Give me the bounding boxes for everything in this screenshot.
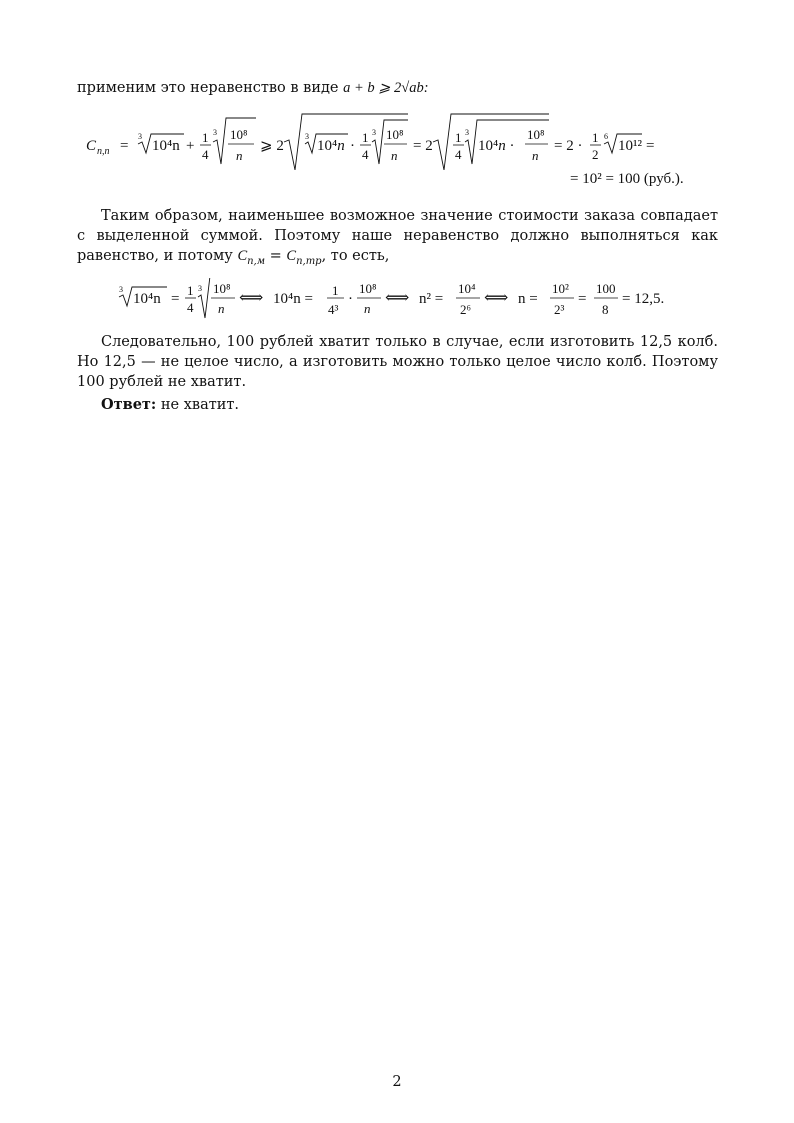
formula1-eq4: = (646, 138, 655, 154)
paragraph-1-formula-c2: C (286, 248, 297, 264)
radical-sign-3 (284, 114, 408, 170)
formula1-dot: · (350, 138, 355, 154)
paragraph-1-formula-c1: C (237, 248, 248, 264)
formula2-iff-3: ⟺ (484, 288, 509, 307)
formula2-frac5-num: 10⁴ (458, 281, 476, 296)
formula2-radicand: 10⁴n (133, 291, 161, 307)
answer-label: Ответ: (101, 396, 157, 413)
svg-text:4: 4 (362, 147, 369, 162)
formula2-frac7-num: 100 (596, 281, 616, 296)
formula1-lhs-sub: n,п (97, 146, 110, 157)
formula1-frac3-num: 1 (592, 130, 599, 145)
formula1-frac1-num: 1 (202, 130, 209, 145)
formula1-eq2: = 2 (413, 138, 433, 154)
formula2-frac7-den: 8 (602, 302, 609, 317)
formula2-frac-den: 4 (187, 300, 194, 315)
paragraph-1-formula-sub2: n,тр (296, 255, 322, 267)
formula1-frac3-den: 2 (592, 147, 599, 162)
formula1-lhs: C (86, 138, 97, 154)
formula1-sixth-index: 6 (604, 132, 608, 141)
formula2-frac4-den: n (364, 301, 371, 316)
formula2-frac3-num: 1 (332, 283, 339, 298)
formula2-frac3-den: 4³ (328, 302, 339, 317)
formula2-cbrt-index: 3 (119, 285, 123, 294)
paragraph-1-formula-sub1: n,м (247, 255, 266, 267)
formula1-geq: ⩾ 2 (260, 138, 284, 154)
paragraph-1-formula-eq: = (265, 248, 287, 264)
formula2-frac4-num: 10⁸ (359, 281, 377, 296)
paragraph-2: Следовательно, 100 рублей хватит только в случае, если изготовить 12,5 колб. Но 12,5 — не целое число, а изготовить можно только целое число колб. Поэтому 100 рублей не хватит. (77, 334, 718, 390)
formula2-frac6-num: 10² (552, 281, 569, 296)
paragraph-1-text: Таким образом, наименьшее возможное значение стоимости заказа совпадает с выделенной суммой. Поэтому наше неравенство должно выполняться как равенство, и потому (77, 208, 718, 264)
formula2-eq2: = (578, 291, 587, 307)
answer-text: не хватит. (156, 397, 240, 413)
svg-text:10⁸: 10⁸ (527, 127, 545, 142)
formula2-frac2-den: n (218, 301, 225, 316)
formula2-eq: = (171, 291, 180, 307)
svg-text:3: 3 (305, 132, 309, 141)
formula1-eq1: = (120, 138, 129, 154)
formula2-frac-num: 1 (187, 283, 194, 298)
formula2-frac5-den: 2⁶ (460, 302, 472, 317)
formula2-dot: · (348, 291, 353, 307)
formula2-part2: 10⁴n = (273, 291, 313, 307)
svg-text:1: 1 (362, 130, 369, 145)
intro-formula: a + b ⩾ 2√ab: (343, 80, 429, 96)
intro-line (77, 78, 429, 98)
formula1-radicand-last: 10¹² (618, 138, 642, 154)
formula1-eq3: = 2 · (554, 138, 583, 154)
formula1-frac1-den: 4 (202, 147, 209, 162)
svg-text:1: 1 (455, 130, 462, 145)
svg-text:3: 3 (198, 284, 202, 293)
formula2-result: = 12,5. (622, 291, 665, 307)
formula2-part3: n² = (419, 291, 444, 307)
svg-text:3: 3 (372, 128, 376, 137)
intro-text: применим это неравенство в виде (77, 80, 344, 96)
formula2-iff-1: ⟺ (239, 288, 264, 307)
svg-text:3: 3 (213, 128, 217, 137)
svg-text:3: 3 (465, 128, 469, 137)
svg-text:4: 4 (455, 147, 462, 162)
svg-text:10⁴n: 10⁴n (317, 138, 345, 154)
paragraph-1 (77, 206, 718, 272)
svg-text:10⁸: 10⁸ (386, 127, 404, 142)
svg-text:n: n (532, 148, 539, 163)
page-number: 2 (392, 1074, 402, 1090)
formula1-cbrt-index: 3 (138, 132, 142, 141)
formula-1 (80, 112, 720, 170)
answer-line (101, 395, 239, 415)
formula1-frac2-num: 10⁸ (230, 127, 248, 142)
formula2-frac6-den: 2³ (554, 302, 565, 317)
formula-2 (115, 278, 675, 328)
svg-text:n: n (391, 148, 398, 163)
formula2-iff-2: ⟺ (385, 288, 410, 307)
formula1-radicand1: 10⁴n (152, 138, 180, 154)
svg-text:10⁴n ·: 10⁴n · (478, 138, 515, 154)
formula1-plus: + (186, 138, 195, 154)
paragraph-1-tail: , то есть, (321, 248, 390, 264)
formula1-frac2-den: n (236, 148, 243, 163)
formula2-frac2-num: 10⁸ (213, 281, 231, 296)
formula2-part4: n = (518, 291, 538, 307)
formula1-line2: = 10² = 100 (руб.). (570, 171, 684, 187)
